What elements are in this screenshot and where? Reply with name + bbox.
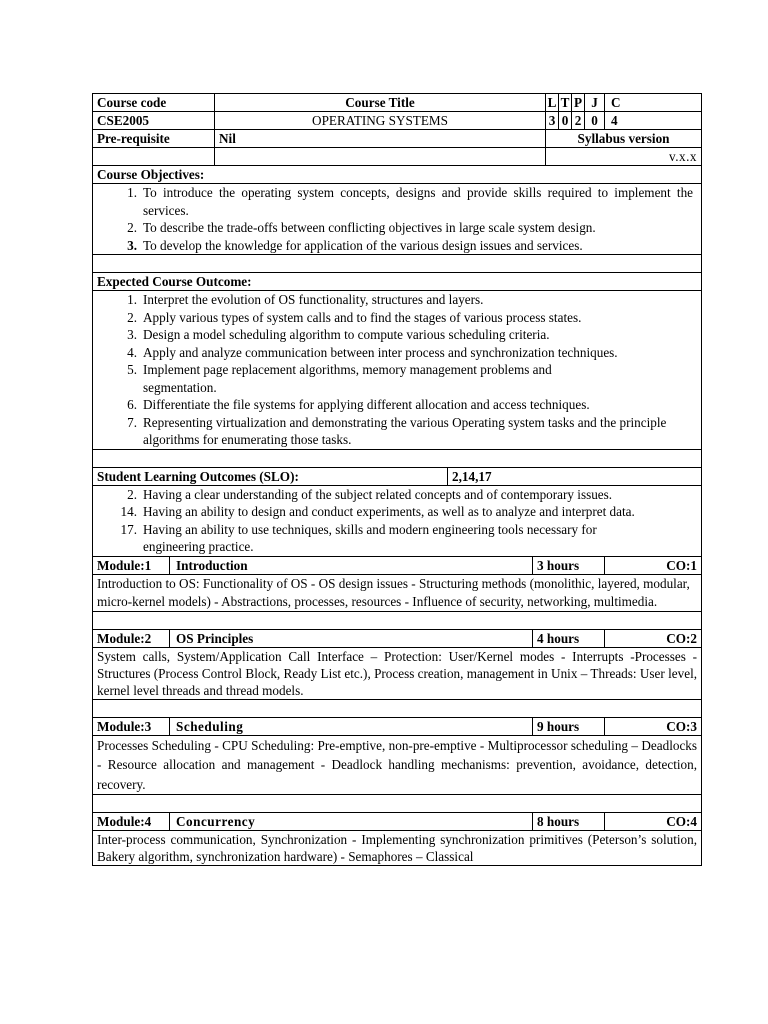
list-item-number: 14. [120, 504, 137, 519]
module-content-row [93, 574, 702, 611]
module-header-row [93, 556, 702, 574]
list-item-text: Interpret the evolution of OS functionality, structures and layers. [143, 292, 484, 307]
list-item-text: Apply and analyze communication between inter process and synchronization techniques. [143, 344, 618, 360]
module-co: CO:2 [605, 629, 702, 647]
ltpjc-value-t: 0 [559, 112, 572, 130]
outcomes-list [97, 291, 693, 449]
module-title: Concurrency [170, 813, 533, 831]
list-item [97, 309, 693, 327]
list-item [97, 521, 693, 556]
module-content-row [93, 831, 702, 866]
module-label: Module:3 [93, 717, 170, 735]
spacer-row [93, 449, 702, 467]
spacer-row [93, 795, 702, 813]
outcomes-title-row [93, 273, 702, 291]
list-item [97, 414, 693, 449]
header-value-row [93, 112, 702, 130]
list-item-text: Representing virtualization and demonstrating the various Operating system tasks and the principle algorithms for enumerating those tasks. [143, 414, 667, 447]
ltpjc-value-l: 3 [546, 112, 559, 130]
prerequisite-value: Nil [215, 130, 546, 148]
list-item-text: To describe the trade-offs between conflicting objectives in large scale system design. [143, 220, 596, 235]
ltpjc-label-j: J [585, 94, 605, 112]
list-item-number: 4. [127, 344, 137, 360]
header-label-row [93, 94, 702, 112]
list-item-text: Apply various types of system calls and to find the stages of various process states. [143, 309, 582, 325]
spacer-row [93, 611, 702, 629]
list-item [97, 503, 693, 521]
module-content: System calls, System/Application Call Interface – Protection: User/Kernel modes - Interrupts -Processes - Structures (Process Control Block, Ready List etc.), Process creation, management in Unix – Threads: User level, kernel level threads and thread models. [93, 647, 702, 699]
list-item [97, 396, 693, 414]
module-hours: 9 hours [533, 717, 605, 735]
list-item-number: 2. [127, 220, 137, 235]
empty-cell [93, 148, 215, 166]
module-title: Introduction [170, 556, 533, 574]
outcomes-title: Expected Course Outcome: [93, 273, 702, 291]
list-item-number: 1. [127, 185, 137, 200]
empty-cell [215, 148, 546, 166]
list-item-number: 1. [127, 292, 137, 307]
slo-title-row [93, 467, 702, 485]
course-code-label: Course code [93, 94, 215, 112]
list-item-text: Differentiate the file systems for applying different allocation and access techniques. [143, 397, 590, 412]
course-title: OPERATING SYSTEMS [215, 112, 546, 130]
list-item-text: To develop the knowledge for application of the various design issues and services. [143, 237, 583, 253]
prerequisite-row [93, 130, 702, 148]
module-content-row [93, 647, 702, 699]
list-item [97, 237, 693, 255]
module-co: CO:3 [605, 717, 702, 735]
module-hours: 3 hours [533, 556, 605, 574]
list-item-number: 7. [127, 414, 137, 430]
list-item-text: To introduce the operating system concepts, designs and provide skills required to implement the services. [143, 185, 694, 218]
list-item-number: 5. [127, 362, 137, 377]
list-item-text: Having a clear understanding of the subject related concepts and of contemporary issues. [143, 486, 613, 502]
objectives-list [97, 184, 693, 254]
list-item-text: Design a model scheduling algorithm to compute various scheduling criteria. [143, 327, 550, 342]
list-item [97, 326, 693, 344]
prerequisite-label: Pre-requisite [93, 130, 215, 148]
list-item [97, 344, 693, 362]
ltpjc-value-c: 4 [605, 112, 702, 130]
list-item-number: 2. [127, 309, 137, 325]
slo-list-row [93, 485, 702, 556]
list-item [97, 486, 693, 504]
slo-title: Student Learning Outcomes (SLO): [93, 467, 448, 485]
ltpjc-value-j: 0 [585, 112, 605, 130]
list-item-text: Having an ability to design and conduct experiments, as well as to analyze and interpret data. [143, 504, 635, 519]
outcomes-list-row [93, 291, 702, 450]
slo-list [97, 486, 693, 556]
syllabus-version-label: Syllabus version [546, 130, 702, 148]
ltpjc-label-t: T [559, 94, 572, 112]
objectives-title-row [93, 166, 702, 184]
syllabus-document [92, 93, 701, 866]
ltpjc-value-p: 2 [572, 112, 585, 130]
syllabus-version-value: v.x.x [546, 148, 702, 166]
module-header-row [93, 717, 702, 735]
course-code: CSE2005 [93, 112, 215, 130]
list-item-text: Having an ability to use techniques, skills and modern engineering tools necessary for engineering practice. [143, 521, 597, 554]
ltpjc-label-p: P [572, 94, 585, 112]
spacer-row [93, 255, 702, 273]
list-item [97, 184, 693, 219]
module-title: OS Principles [170, 629, 533, 647]
objectives-list-row [93, 184, 702, 255]
module-content: Introduction to OS: Functionality of OS - OS design issues - Structuring methods (monolithic, layered, modular, micro-kernel models) - Abstractions, processes, resources - Influence of security, networking, multimedia. [93, 574, 702, 611]
objectives-title: Course Objectives: [93, 166, 702, 184]
module-hours: 8 hours [533, 813, 605, 831]
course-title-label: Course Title [215, 94, 546, 112]
ltpjc-label-l: L [546, 94, 559, 112]
module-co: CO:1 [605, 556, 702, 574]
module-content-row [93, 735, 702, 795]
list-item [97, 291, 693, 309]
module-title: Scheduling [170, 717, 533, 735]
module-label: Module:1 [93, 556, 170, 574]
module-hours: 4 hours [533, 629, 605, 647]
module-header-row [93, 813, 702, 831]
list-item-number: 3. [127, 327, 137, 342]
list-item-number: 3. [127, 237, 137, 253]
module-label: Module:2 [93, 629, 170, 647]
syllabus-table [92, 93, 702, 866]
list-item [97, 361, 693, 396]
module-content: Processes Scheduling - CPU Scheduling: Pre-emptive, non-pre-emptive - Multiprocessor scheduling – Deadlocks - Resource allocation and management - Deadlock handling mechanisms: prevention, avoidance, detection, recovery. [93, 735, 702, 795]
slo-value: 2,14,17 [448, 467, 702, 485]
ltpjc-label-c: C [605, 94, 702, 112]
spacer-row [93, 699, 702, 717]
list-item-text: Implement page replacement algorithms, memory management problems and segmentation. [143, 362, 552, 395]
module-label: Module:4 [93, 813, 170, 831]
list-item [97, 219, 693, 237]
module-header-row [93, 629, 702, 647]
module-content: Inter-process communication, Synchronization - Implementing synchronization primitives (Peterson’s solution, Bakery algorithm, synchronization hardware) - Semaphores – Classical [93, 831, 702, 866]
list-item-number: 17. [120, 521, 137, 537]
module-co: CO:4 [605, 813, 702, 831]
list-item-number: 2. [127, 486, 137, 502]
syllabus-version-row [93, 148, 702, 166]
list-item-number: 6. [127, 397, 137, 412]
